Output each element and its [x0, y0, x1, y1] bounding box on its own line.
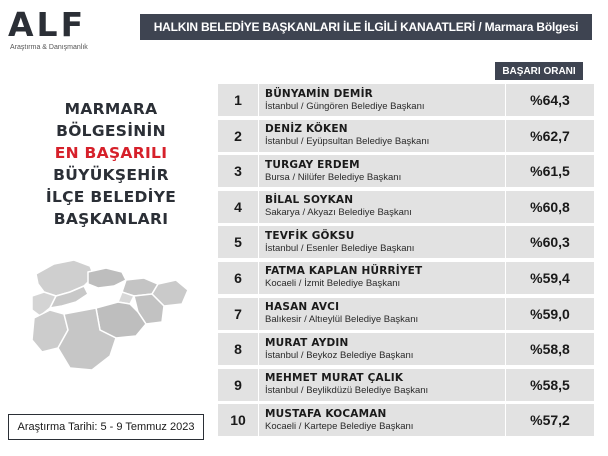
mayor-role: Kocaeli / İzmit Belediye Başkanı	[265, 278, 401, 290]
ranking-row	[218, 369, 594, 401]
rank-number: 4	[234, 198, 242, 215]
headline-line-4: BÜYÜKŞEHİR	[53, 166, 169, 184]
success-rate: %59,0	[530, 305, 570, 322]
mayor-name: MURAT AYDIN	[265, 336, 349, 349]
ranking-row	[218, 262, 594, 294]
ranking-row	[218, 191, 594, 223]
headline-line-5: İLÇE BELEDİYE	[45, 188, 177, 206]
score-column-header: BAŞARI ORANI	[495, 62, 583, 80]
mayor-name: BÜNYAMİN DEMİR	[265, 87, 373, 100]
rank-number: 3	[234, 163, 242, 180]
rank-number: 6	[234, 269, 242, 286]
headline	[18, 98, 204, 230]
mayor-info	[259, 333, 505, 365]
rank-number: 10	[230, 412, 246, 429]
success-rate: %58,5	[530, 376, 570, 393]
mayor-info	[259, 298, 505, 330]
rank-number: 9	[234, 376, 242, 393]
mayor-name: BİLAL SOYKAN	[265, 194, 354, 207]
mayor-role: İstanbul / Beylikdüzü Belediye Başkanı	[265, 385, 429, 397]
mayor-info	[259, 84, 505, 116]
rank-number: 8	[234, 341, 242, 358]
rank-number: 2	[234, 127, 242, 144]
mayor-info	[259, 120, 505, 152]
marmara-region-map	[26, 252, 194, 382]
ranking-row	[218, 333, 594, 365]
success-rate: %59,4	[530, 269, 570, 286]
logo-subtitle: Araştırma & Danışmanlık	[10, 44, 88, 51]
ranking-row	[218, 404, 594, 436]
headline-line-3: EN BAŞARILI	[54, 144, 168, 162]
ranking-row	[218, 226, 594, 258]
rank-number: 7	[234, 305, 242, 322]
mayor-name: FATMA KAPLAN HÜRRİYET	[265, 265, 423, 278]
mayor-info	[259, 155, 505, 187]
mayor-name: TEVFİK GÖKSU	[265, 229, 355, 242]
success-rate: %60,8	[530, 198, 570, 215]
mayor-name: HASAN AVCI	[265, 301, 340, 314]
ranking-row	[218, 120, 594, 152]
success-rate: %58,8	[530, 341, 570, 358]
rankings-list	[218, 84, 594, 440]
mayor-info	[259, 262, 505, 294]
rank-number: 1	[234, 92, 242, 108]
mayor-role: Sakarya / Akyazı Belediye Başkanı	[265, 207, 412, 219]
page-header-title: HALKIN BELEDİYE BAŞKANLARI İLE İLGİLİ KANAATLERİ / Marmara Bölgesi	[140, 14, 592, 40]
research-date: Araştırma Tarihi: 5 - 9 Temmuz 2023	[8, 414, 204, 440]
headline-line-6: BAŞKANLARI	[53, 210, 169, 228]
mayor-role: Balıkesir / Altıeylül Belediye Başkanı	[265, 314, 419, 326]
success-rate: %60,3	[530, 234, 570, 251]
success-rate: %57,2	[530, 412, 570, 429]
success-rate: %62,7	[530, 127, 570, 144]
mayor-role: İstanbul / Güngören Belediye Başkanı	[265, 100, 425, 112]
mayor-name: MEHMET MURAT ÇALIK	[265, 372, 404, 385]
mayor-role: İstanbul / Beykoz Belediye Başkanı	[265, 349, 414, 361]
mayor-name: MUSTAFA KOCAMAN	[265, 407, 387, 420]
mayor-info	[259, 191, 505, 223]
logo-text: ALF	[8, 5, 87, 44]
ranking-row	[218, 155, 594, 187]
mayor-name: TURGAY ERDEM	[265, 158, 360, 171]
ranking-row	[218, 84, 594, 116]
headline-line-1: MARMARA	[64, 100, 158, 118]
alf-logo	[8, 5, 126, 54]
mayor-name: DENİZ KÖKEN	[265, 123, 348, 136]
headline-line-2: BÖLGESİNİN	[56, 122, 166, 140]
success-rate: %61,5	[530, 163, 570, 180]
rank-number: 5	[234, 234, 242, 251]
mayor-info	[259, 226, 505, 258]
success-rate: %64,3	[530, 92, 570, 108]
mayor-role: Bursa / Nilüfer Belediye Başkanı	[265, 171, 402, 183]
ranking-row	[218, 298, 594, 330]
mayor-role: Kocaeli / Kartepe Belediye Başkanı	[265, 420, 414, 432]
mayor-info	[259, 404, 505, 436]
mayor-info	[259, 369, 505, 401]
mayor-role: İstanbul / Esenler Belediye Başkanı	[265, 242, 415, 254]
mayor-role: İstanbul / Eyüpsultan Belediye Başkanı	[265, 136, 430, 148]
